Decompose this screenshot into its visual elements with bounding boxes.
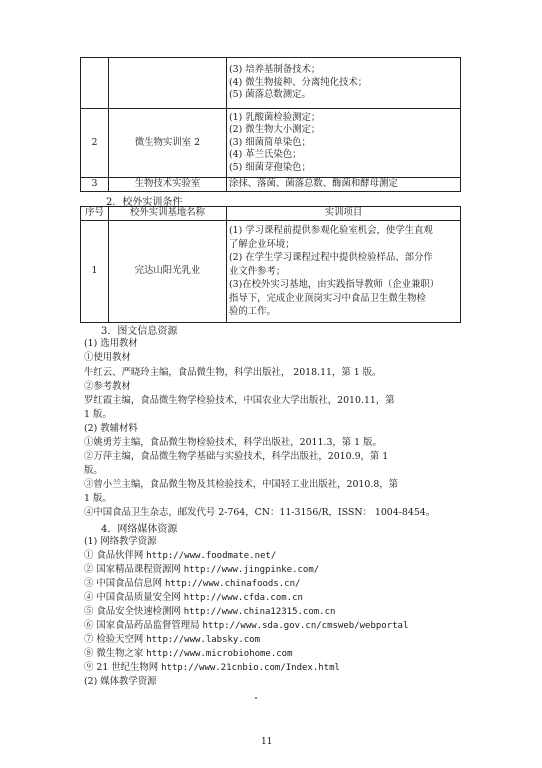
resource-label: ⑦ 检验天空网: [84, 634, 147, 645]
table-row: [81, 58, 461, 109]
section-heading: 4．网络媒体资源: [101, 524, 178, 535]
text-line: ②参考教材: [84, 381, 131, 392]
training-line: (3)在校外实习基地，由实践指导教师（企业兼职）: [229, 279, 440, 291]
lab-item: (3) 细菌简单染色；: [229, 136, 311, 148]
resource-link-row: [84, 647, 293, 661]
lab-item: (3) 培养基制备技术；: [229, 64, 321, 76]
text-line: ④中国食品卫生杂志，邮发代号 2-764，CN：11-3156/R，ISSN： 1004-8454。: [84, 507, 436, 518]
section-heading: 2．校外实训条件: [106, 197, 183, 208]
resource-link-row: [84, 661, 340, 675]
text-line: ①使用教材: [84, 352, 131, 363]
table-row: [81, 109, 461, 178]
row-number: 2: [81, 109, 109, 178]
row-number: 1: [81, 221, 109, 323]
resource-link-row: [84, 619, 408, 633]
resource-link-row: [84, 549, 276, 563]
resource-url[interactable]: http://www.china12315.com.cn: [183, 607, 336, 617]
scan-speck: [255, 697, 257, 699]
lab-item: (2) 微生物大小测定；: [229, 124, 321, 136]
resource-label: ③ 中国食品信息网: [84, 578, 165, 589]
text-line: ①姚勇芳主编，食品微生物检验技术，科学出版社，2011.3，第 1 版。: [84, 437, 382, 448]
text-line: 1 版。: [84, 409, 112, 420]
resource-link-row: [84, 563, 319, 577]
resource-url[interactable]: http://www.jingpinke.com/: [183, 565, 320, 575]
lab-items: [227, 109, 461, 178]
text-line: (1) 选用教材: [84, 338, 138, 349]
text-line: 牛红云、严晓玲主编，食品微生物，科学出版社， 2018.11，第 1 版。: [84, 367, 382, 378]
resource-label: ⑤ 食品安全快速检测网: [84, 606, 184, 617]
resource-url[interactable]: http://www.cfda.com.cn: [183, 593, 303, 603]
training-line: (2) 在学生学习课程过程中提供检验样品、部分作: [229, 252, 433, 264]
resource-url[interactable]: http://www.chinafoods.cn/: [164, 579, 301, 589]
resource-label: ⑥ 国家食品药品监督管理局: [84, 620, 203, 631]
column-header: 实训项目: [227, 207, 461, 221]
lab-item: (5) 细菌芽孢染色；: [229, 161, 311, 173]
lab-item: (4) 微生物接种、分离纯化技术；: [229, 76, 368, 88]
resource-url[interactable]: http://www.microbiohome.com: [146, 649, 293, 659]
lab-table: [80, 57, 461, 192]
section-heading: 3．图文信息资源: [101, 326, 178, 337]
resource-link-row: [84, 605, 335, 619]
text-line: ③曾小兰主编，食品微生物及其检验技术，中国轻工业出版社，2010.8，第: [84, 479, 399, 490]
training-line: 验的工作。: [229, 306, 276, 318]
text-line: 1 版。: [84, 493, 112, 504]
resource-url[interactable]: http://www.21cnbio.com/Index.html: [161, 663, 340, 673]
training-items: [227, 221, 461, 323]
lab-room-name: 微生物实训室 2: [109, 109, 227, 178]
lab-items: [227, 178, 461, 192]
row-number: 3: [81, 178, 109, 192]
lab-room-name: 生物技术实验室: [109, 178, 227, 192]
text-line: ②万萍主编，食品微生物学基础与实验技术，科学出版社，2010.9，第 1: [84, 451, 389, 462]
table-row: [81, 221, 461, 323]
training-base-name: 完达山阳光乳业: [109, 221, 227, 323]
column-header: 序号: [81, 207, 109, 221]
lab-item: 涂抹、落菌、菌落总数、酶菌和酵母测定: [229, 178, 398, 190]
text-line: (1) 网络教学资源: [84, 536, 157, 547]
text-line: (2) 媒体教学资源: [84, 676, 157, 687]
training-line: (1) 学习课程前提供参观化验室机会，使学生直观: [229, 224, 433, 236]
training-line: 业文件参考；: [229, 265, 286, 277]
resource-link-row: [84, 591, 303, 605]
lab-item: (1) 乳酸菌检验测定；: [229, 111, 321, 123]
resource-label: ① 食品伙伴网: [84, 550, 147, 561]
lab-room-name: [109, 58, 227, 109]
page-number: 11: [261, 737, 273, 747]
table-header-row: [81, 207, 461, 221]
text-line: 罗红霞主编，食品微生物学检验技术，中国农业大学出版社，2010.11，第: [84, 395, 395, 406]
resource-url[interactable]: http://www.foodmate.net/: [146, 551, 277, 561]
resource-link-row: [84, 633, 260, 647]
resource-label: ② 国家精品课程资源网: [84, 564, 184, 575]
training-line: 指导下，完成企业顶岗实习中食品卫生微生物检: [229, 292, 426, 304]
lab-items: [227, 58, 461, 109]
lab-item: (4) 革兰氏染色；: [229, 149, 302, 161]
resource-label: ⑧ 微生物之家: [84, 648, 147, 659]
table-row: [81, 178, 461, 192]
resource-label: ⑨ 21 世纪生物网: [84, 662, 162, 673]
text-line: (2) 教辅材料: [84, 423, 138, 434]
column-header: 校外实训基地名称: [109, 207, 227, 221]
offcampus-table: [80, 206, 461, 323]
training-line: 了解企业环境；: [229, 238, 295, 250]
resource-url[interactable]: http://www.labsky.com: [146, 635, 261, 645]
resource-label: ④ 中国食品质量安全网: [84, 592, 184, 603]
lab-item: (5) 菌落总数测定。: [229, 89, 311, 101]
resource-link-row: [84, 577, 300, 591]
row-number: [81, 58, 109, 109]
resource-url[interactable]: http://www.sda.gov.cn/cmsweb/webportal: [202, 621, 409, 631]
text-line: 版。: [84, 465, 103, 476]
